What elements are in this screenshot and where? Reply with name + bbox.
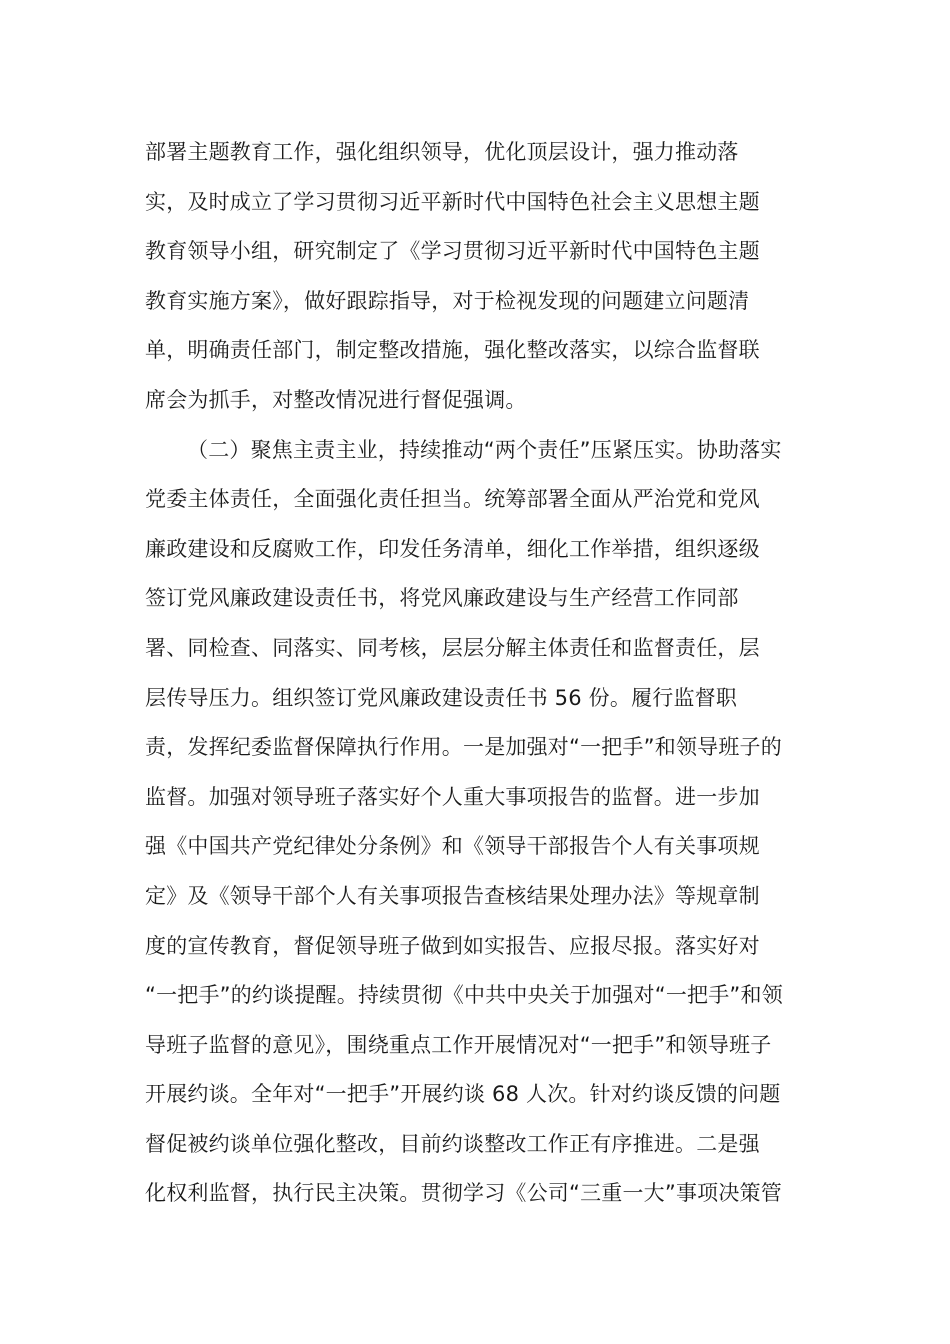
- text-line: 教育领导小组，研究制定了《学习贯彻习近平新时代中国特色主题: [145, 239, 760, 264]
- text-line: 开展约谈。全年对“一把手”开展约谈 68 人次。针对约谈反馈的问题: [145, 1082, 781, 1107]
- text-line: 署、同检查、同落实、同考核，层层分解主体责任和监督责任，层: [145, 635, 760, 660]
- text-line: 签订党风廉政建设责任书，将党风廉政建设与生产经营工作同部: [145, 586, 739, 611]
- body-text: [145, 128, 825, 1219]
- text-line: 导班子监督的意见》，围绕重点工作开展情况对“一把手”和领导班子: [145, 1032, 772, 1057]
- text-line: 实，及时成立了学习贯彻习近平新时代中国特色社会主义思想主题: [145, 189, 760, 214]
- text-line: 单，明确责任部门，制定整改措施，强化整改落实，以综合监督联: [145, 338, 760, 363]
- text-line: 强《中国共产党纪律处分条例》和《领导干部报告个人有关事项规: [145, 834, 760, 859]
- text-line: 席会为抓手，对整改情况进行督促强调。: [145, 387, 527, 412]
- text-line: 定》及《领导干部个人有关事项报告查核结果处理办法》等规章制: [145, 883, 760, 908]
- text-line: 督促被约谈单位强化整改，目前约谈整改工作正有序推进。二是强: [145, 1131, 760, 1156]
- text-line: 层传导压力。组织签订党风廉政建设责任书 56 份。履行监督职: [145, 685, 738, 710]
- text-line: 度的宣传教育，督促领导班子做到如实报告、应报尽报。落实好对: [145, 933, 760, 958]
- text-line: 化权利监督，执行民主决策。贯彻学习《公司“三重一大”事项决策管: [145, 1181, 782, 1206]
- text-line: “一把手”的约谈提醒。持续贯彻《中共中央关于加强对“一把手”和领: [145, 983, 783, 1008]
- text-line: 部署主题教育工作，强化组织领导，优化顶层设计，强力推动落: [145, 140, 739, 164]
- text-line: 廉政建设和反腐败工作，印发任务清单，细化工作举措，组织逐级: [145, 536, 760, 561]
- text-line: 教育实施方案》，做好跟踪指导，对于检视发现的问题建立问题清: [145, 288, 750, 313]
- text-line: 监督。加强对领导班子落实好个人重大事项报告的监督。进一步加: [145, 784, 760, 809]
- text-line: 党委主体责任，全面强化责任担当。统筹部署全面从严治党和党风: [145, 487, 760, 512]
- text-line: 责，发挥纪委监督保障执行作用。一是加强对“一把手”和领导班子的: [145, 735, 782, 760]
- section-heading-line: （二）聚焦主责主业，持续推动“两个责任”压紧压实。协助落实: [187, 437, 782, 462]
